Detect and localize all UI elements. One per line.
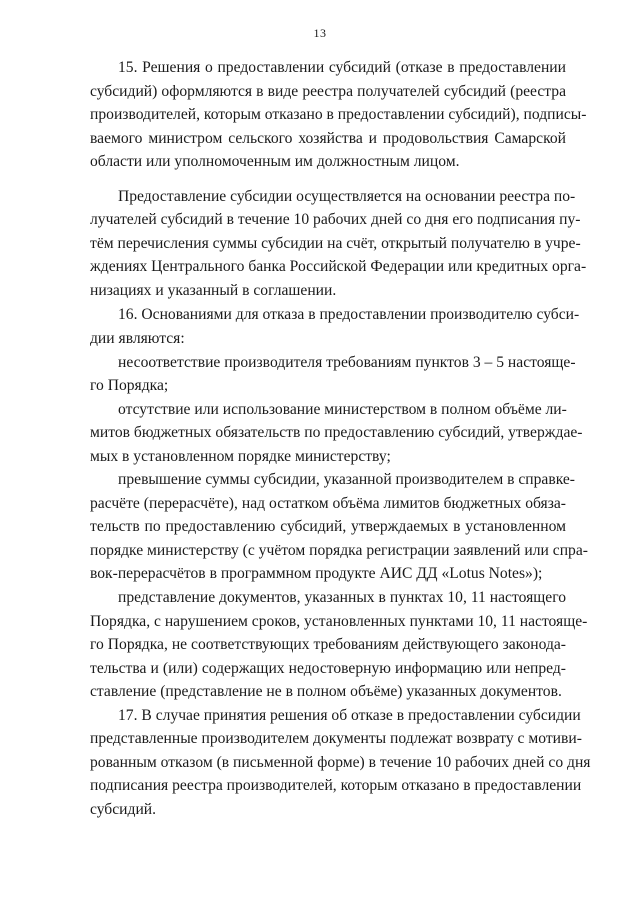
paragraph-15-decisions [90,56,587,174]
text-line: ждениях Центрального банка Российской Федерации или кредитных орга- [90,258,587,276]
text-line: тём перечисления суммы субсидии на счёт, открытый получателю в учре- [90,234,581,252]
paragraph-subsidy-provision [90,185,587,303]
text-line: субсидий. [90,800,157,818]
paragraph-16-refusal-grounds [90,303,580,350]
text-line: 15. Решения о предоставлении субсидий (отказе в предоставлении [118,59,566,76]
page-number: 13 [313,26,327,40]
text-line: тельств по предоставлению субсидий, утверждаемых в установленном [90,518,566,536]
text-line: лучателей субсидий в течение 10 рабочих дней со дня его подписания пу- [90,211,581,229]
list-item-document-violations [90,586,588,704]
text-line: 17. В случае принятия решения об отказе в предоставлении субсидии [118,706,581,724]
text-line: ваемого министром сельского хозяйства и продовольствия Самарской [90,129,566,147]
text-line: ставление (представление не в полном объёме) указанных документов. [90,683,562,701]
document-body [90,56,591,822]
text-line: субсидий) оформляются в виде реестра получателей субсидий (реестра [90,82,566,100]
paragraph-17-document-return [90,704,591,822]
text-line: Предоставление субсидии осуществляется на основании реестра по- [118,187,576,205]
text-line: дии являются: [90,330,185,348]
text-line: представленные производителем документы подлежат возврату с мотиви- [90,730,582,748]
list-item-amount-excess [90,468,588,586]
text-line: вок-перерасчётов в программном продукте АИС ДД «Lotus Notes»); [90,565,543,583]
text-line: низациях и указанный в соглашении. [90,281,337,299]
text-line: несоответствие производителя требованиям пунктов 3 – 5 настояще- [118,353,576,371]
text-line: рованным отказом (в письменной форме) в течение 10 рабочих дней со дня [90,753,591,771]
text-line: порядке министерству (с учётом порядка регистрации заявлений или спра- [90,541,588,559]
text-line: производителей, которым отказано в предоставлении субсидий), подписы- [90,106,587,124]
text-line: митов бюджетных обязательств по предоставлению субсидий, утверждае- [90,424,583,442]
list-item-noncompliance [90,351,576,398]
list-item-budget-limits [90,398,583,469]
text-line: мых в установленном порядке министерству; [90,447,391,465]
text-line: превышение суммы субсидии, указанной производителем в справке- [118,471,575,489]
text-line: подписания реестра производителей, которым отказано в предоставлении [90,777,582,795]
text-line: Порядка, с нарушением сроков, установленных пунктами 10, 11 настояще- [90,612,588,630]
text-line: расчёте (перерасчёте), над остатком объёма лимитов бюджетных обяза- [90,494,566,512]
text-line: 16. Основаниями для отказа в предоставлении производителю субси- [118,306,580,324]
text-line: отсутствие или использование министерством в полном объёме ли- [118,400,567,418]
text-line: го Порядка; [90,377,169,395]
text-line: области или уполномоченным им должностным лицом. [90,153,460,171]
text-line: представление документов, указанных в пунктах 10, 11 настоящего [118,589,566,607]
text-line: го Порядка, не соответствующих требованиям действующего законода- [90,636,566,654]
text-line: тельства и (или) содержащих недостоверную информацию или непред- [90,659,566,677]
